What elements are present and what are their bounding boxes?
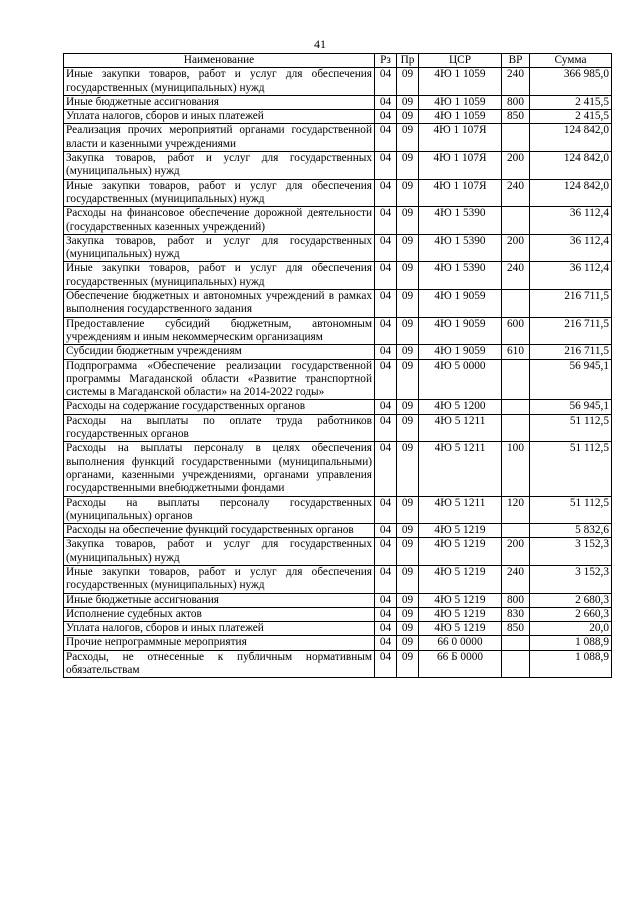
cell-vr bbox=[502, 524, 530, 538]
cell-rz: 04 bbox=[375, 179, 397, 207]
cell-pr: 09 bbox=[397, 234, 419, 262]
cell-csr: 66 0 0000 bbox=[419, 636, 502, 650]
table-body bbox=[64, 68, 612, 678]
cell-vr bbox=[502, 636, 530, 650]
cell-pr: 09 bbox=[397, 496, 419, 524]
cell-name: Подпрограмма «Обеспечение реализации государственной программы Магаданской области «Развитие транспортной системы в Магаданской области» на 2014-2022 годы» bbox=[64, 359, 375, 400]
table-row bbox=[64, 400, 612, 414]
cell-name: Расходы на содержание государственных органов bbox=[64, 400, 375, 414]
cell-sum: 3 152,3 bbox=[530, 538, 612, 566]
table-row bbox=[64, 110, 612, 124]
cell-rz: 04 bbox=[375, 496, 397, 524]
cell-sum: 2 415,5 bbox=[530, 95, 612, 109]
cell-name: Расходы на выплаты по оплате труда работников государственных органов bbox=[64, 414, 375, 442]
cell-vr bbox=[502, 124, 530, 152]
table-row bbox=[64, 152, 612, 180]
cell-rz: 04 bbox=[375, 650, 397, 678]
cell-csr: 4Ю 1 1059 bbox=[419, 110, 502, 124]
cell-rz: 04 bbox=[375, 317, 397, 345]
cell-pr: 09 bbox=[397, 442, 419, 496]
cell-rz: 04 bbox=[375, 414, 397, 442]
cell-sum: 216 711,5 bbox=[530, 345, 612, 359]
cell-csr: 4Ю 5 1219 bbox=[419, 524, 502, 538]
cell-name: Предоставление субсидий бюджетным, автономным учреждениям и иным некоммерческим организациям bbox=[64, 317, 375, 345]
cell-pr: 09 bbox=[397, 414, 419, 442]
cell-name: Иные закупки товаров, работ и услуг для обеспечения государственных (муниципальных) нужд bbox=[64, 179, 375, 207]
cell-name: Расходы на выплаты персоналу в целях обеспечения выполнения функций государственными (муниципальными) органами, казенными учреждениями, органами управления государственными внебюджетными фондами bbox=[64, 442, 375, 496]
cell-rz: 04 bbox=[375, 262, 397, 290]
cell-name: Иные закупки товаров, работ и услуг для обеспечения государственных (муниципальных) нужд bbox=[64, 68, 375, 96]
cell-pr: 09 bbox=[397, 290, 419, 318]
cell-vr bbox=[502, 650, 530, 678]
cell-vr: 850 bbox=[502, 622, 530, 636]
cell-sum: 1 088,9 bbox=[530, 650, 612, 678]
cell-csr: 4Ю 5 1219 bbox=[419, 593, 502, 607]
cell-pr: 09 bbox=[397, 524, 419, 538]
table-row bbox=[64, 538, 612, 566]
cell-name: Расходы на обеспечение функций государственных органов bbox=[64, 524, 375, 538]
cell-name: Субсидии бюджетным учреждениям bbox=[64, 345, 375, 359]
header-sum: Сумма bbox=[530, 54, 612, 68]
cell-pr: 09 bbox=[397, 95, 419, 109]
cell-name: Иные закупки товаров, работ и услуг для обеспечения государственных (муниципальных) нужд bbox=[64, 262, 375, 290]
table-row bbox=[64, 650, 612, 678]
cell-vr: 800 bbox=[502, 95, 530, 109]
cell-csr: 4Ю 5 1211 bbox=[419, 496, 502, 524]
cell-sum: 51 112,5 bbox=[530, 414, 612, 442]
cell-vr bbox=[502, 290, 530, 318]
budget-table bbox=[63, 53, 612, 678]
cell-rz: 04 bbox=[375, 345, 397, 359]
cell-vr: 240 bbox=[502, 68, 530, 96]
table-row bbox=[64, 607, 612, 621]
cell-vr: 200 bbox=[502, 152, 530, 180]
table-row bbox=[64, 496, 612, 524]
cell-sum: 2 680,3 bbox=[530, 593, 612, 607]
cell-vr: 240 bbox=[502, 262, 530, 290]
cell-sum: 124 842,0 bbox=[530, 179, 612, 207]
cell-vr: 800 bbox=[502, 593, 530, 607]
header-vr: ВР bbox=[502, 54, 530, 68]
table-row bbox=[64, 95, 612, 109]
cell-rz: 04 bbox=[375, 565, 397, 593]
table-row bbox=[64, 124, 612, 152]
cell-vr bbox=[502, 414, 530, 442]
cell-rz: 04 bbox=[375, 607, 397, 621]
cell-rz: 04 bbox=[375, 234, 397, 262]
cell-csr: 4Ю 1 9059 bbox=[419, 290, 502, 318]
cell-rz: 04 bbox=[375, 400, 397, 414]
cell-pr: 09 bbox=[397, 179, 419, 207]
cell-pr: 09 bbox=[397, 110, 419, 124]
cell-pr: 09 bbox=[397, 317, 419, 345]
cell-csr: 4Ю 1 5390 bbox=[419, 207, 502, 235]
cell-csr: 4Ю 1 1059 bbox=[419, 95, 502, 109]
cell-sum: 56 945,1 bbox=[530, 359, 612, 400]
cell-rz: 04 bbox=[375, 68, 397, 96]
cell-vr: 850 bbox=[502, 110, 530, 124]
cell-name: Исполнение судебных актов bbox=[64, 607, 375, 621]
table-row bbox=[64, 636, 612, 650]
page-number: 41 bbox=[314, 37, 326, 51]
cell-pr: 09 bbox=[397, 345, 419, 359]
cell-rz: 04 bbox=[375, 442, 397, 496]
cell-rz: 04 bbox=[375, 152, 397, 180]
cell-csr: 4Ю 5 1200 bbox=[419, 400, 502, 414]
cell-pr: 09 bbox=[397, 607, 419, 621]
cell-vr: 200 bbox=[502, 538, 530, 566]
table-row bbox=[64, 622, 612, 636]
cell-sum: 51 112,5 bbox=[530, 496, 612, 524]
cell-csr: 4Ю 1 9059 bbox=[419, 345, 502, 359]
cell-name: Расходы на финансовое обеспечение дорожной деятельности (государственных казенных учреждений) bbox=[64, 207, 375, 235]
cell-pr: 09 bbox=[397, 68, 419, 96]
header-rz: Рз bbox=[375, 54, 397, 68]
cell-csr: 4Ю 5 1219 bbox=[419, 607, 502, 621]
cell-sum: 36 112,4 bbox=[530, 262, 612, 290]
cell-vr: 120 bbox=[502, 496, 530, 524]
cell-csr: 4Ю 1 107Я bbox=[419, 179, 502, 207]
table-row bbox=[64, 179, 612, 207]
cell-vr: 610 bbox=[502, 345, 530, 359]
cell-name: Обеспечение бюджетных и автономных учреждений в рамках выполнения государственного задания bbox=[64, 290, 375, 318]
cell-rz: 04 bbox=[375, 124, 397, 152]
cell-csr: 4Ю 5 1211 bbox=[419, 414, 502, 442]
cell-pr: 09 bbox=[397, 593, 419, 607]
cell-csr: 4Ю 1 5390 bbox=[419, 234, 502, 262]
cell-sum: 51 112,5 bbox=[530, 442, 612, 496]
table-row bbox=[64, 414, 612, 442]
table-row bbox=[64, 345, 612, 359]
cell-csr: 4Ю 1 5390 bbox=[419, 262, 502, 290]
table-row bbox=[64, 359, 612, 400]
cell-pr: 09 bbox=[397, 565, 419, 593]
cell-vr: 100 bbox=[502, 442, 530, 496]
cell-rz: 04 bbox=[375, 95, 397, 109]
cell-name: Иные бюджетные ассигнования bbox=[64, 95, 375, 109]
cell-name: Реализация прочих мероприятий органами государственной власти и казенными учреждениями bbox=[64, 124, 375, 152]
cell-sum: 2 415,5 bbox=[530, 110, 612, 124]
cell-csr: 4Ю 5 1219 bbox=[419, 565, 502, 593]
cell-pr: 09 bbox=[397, 650, 419, 678]
cell-name: Уплата налогов, сборов и иных платежей bbox=[64, 110, 375, 124]
table-row bbox=[64, 565, 612, 593]
table-row bbox=[64, 234, 612, 262]
cell-csr: 4Ю 1 9059 bbox=[419, 317, 502, 345]
cell-sum: 20,0 bbox=[530, 622, 612, 636]
cell-pr: 09 bbox=[397, 622, 419, 636]
cell-rz: 04 bbox=[375, 110, 397, 124]
cell-rz: 04 bbox=[375, 593, 397, 607]
table-row bbox=[64, 68, 612, 96]
cell-sum: 36 112,4 bbox=[530, 207, 612, 235]
cell-name: Иные бюджетные ассигнования bbox=[64, 593, 375, 607]
cell-vr: 600 bbox=[502, 317, 530, 345]
cell-rz: 04 bbox=[375, 290, 397, 318]
cell-sum: 5 832,6 bbox=[530, 524, 612, 538]
cell-vr: 830 bbox=[502, 607, 530, 621]
cell-vr bbox=[502, 359, 530, 400]
cell-csr: 4Ю 5 0000 bbox=[419, 359, 502, 400]
cell-rz: 04 bbox=[375, 207, 397, 235]
header-csr: ЦСР bbox=[419, 54, 502, 68]
cell-pr: 09 bbox=[397, 207, 419, 235]
table-row bbox=[64, 524, 612, 538]
cell-vr bbox=[502, 207, 530, 235]
header-pr: Пр bbox=[397, 54, 419, 68]
cell-sum: 124 842,0 bbox=[530, 152, 612, 180]
cell-pr: 09 bbox=[397, 152, 419, 180]
cell-name: Прочие непрограммные мероприятия bbox=[64, 636, 375, 650]
cell-vr bbox=[502, 400, 530, 414]
cell-rz: 04 bbox=[375, 538, 397, 566]
table-row bbox=[64, 207, 612, 235]
cell-csr: 4Ю 5 1219 bbox=[419, 622, 502, 636]
cell-name: Закупка товаров, работ и услуг для государственных (муниципальных) нужд bbox=[64, 538, 375, 566]
cell-pr: 09 bbox=[397, 400, 419, 414]
table-header-row bbox=[64, 54, 612, 68]
cell-sum: 216 711,5 bbox=[530, 317, 612, 345]
cell-sum: 36 112,4 bbox=[530, 234, 612, 262]
cell-rz: 04 bbox=[375, 622, 397, 636]
cell-sum: 3 152,3 bbox=[530, 565, 612, 593]
cell-csr: 4Ю 1 107Я bbox=[419, 124, 502, 152]
cell-vr: 200 bbox=[502, 234, 530, 262]
cell-pr: 09 bbox=[397, 538, 419, 566]
cell-pr: 09 bbox=[397, 262, 419, 290]
cell-rz: 04 bbox=[375, 524, 397, 538]
cell-sum: 56 945,1 bbox=[530, 400, 612, 414]
cell-sum: 366 985,0 bbox=[530, 68, 612, 96]
cell-sum: 2 660,3 bbox=[530, 607, 612, 621]
cell-csr: 4Ю 5 1219 bbox=[419, 538, 502, 566]
table-row bbox=[64, 290, 612, 318]
cell-name: Расходы, не отнесенные к публичным нормативным обязательствам bbox=[64, 650, 375, 678]
cell-name: Уплата налогов, сборов и иных платежей bbox=[64, 622, 375, 636]
cell-csr: 4Ю 5 1211 bbox=[419, 442, 502, 496]
table-row bbox=[64, 317, 612, 345]
cell-name: Закупка товаров, работ и услуг для государственных (муниципальных) нужд bbox=[64, 152, 375, 180]
cell-csr: 66 Б 0000 bbox=[419, 650, 502, 678]
cell-rz: 04 bbox=[375, 359, 397, 400]
cell-pr: 09 bbox=[397, 124, 419, 152]
cell-name: Закупка товаров, работ и услуг для государственных (муниципальных) нужд bbox=[64, 234, 375, 262]
cell-vr: 240 bbox=[502, 565, 530, 593]
cell-rz: 04 bbox=[375, 636, 397, 650]
table-row bbox=[64, 262, 612, 290]
cell-pr: 09 bbox=[397, 636, 419, 650]
cell-csr: 4Ю 1 1059 bbox=[419, 68, 502, 96]
cell-pr: 09 bbox=[397, 359, 419, 400]
header-name: Наименование bbox=[64, 54, 375, 68]
cell-name: Расходы на выплаты персоналу государственных (муниципальных) органов bbox=[64, 496, 375, 524]
cell-sum: 124 842,0 bbox=[530, 124, 612, 152]
table-row bbox=[64, 442, 612, 496]
table-row bbox=[64, 593, 612, 607]
cell-csr: 4Ю 1 107Я bbox=[419, 152, 502, 180]
cell-sum: 216 711,5 bbox=[530, 290, 612, 318]
cell-name: Иные закупки товаров, работ и услуг для обеспечения государственных (муниципальных) нужд bbox=[64, 565, 375, 593]
cell-sum: 1 088,9 bbox=[530, 636, 612, 650]
cell-vr: 240 bbox=[502, 179, 530, 207]
